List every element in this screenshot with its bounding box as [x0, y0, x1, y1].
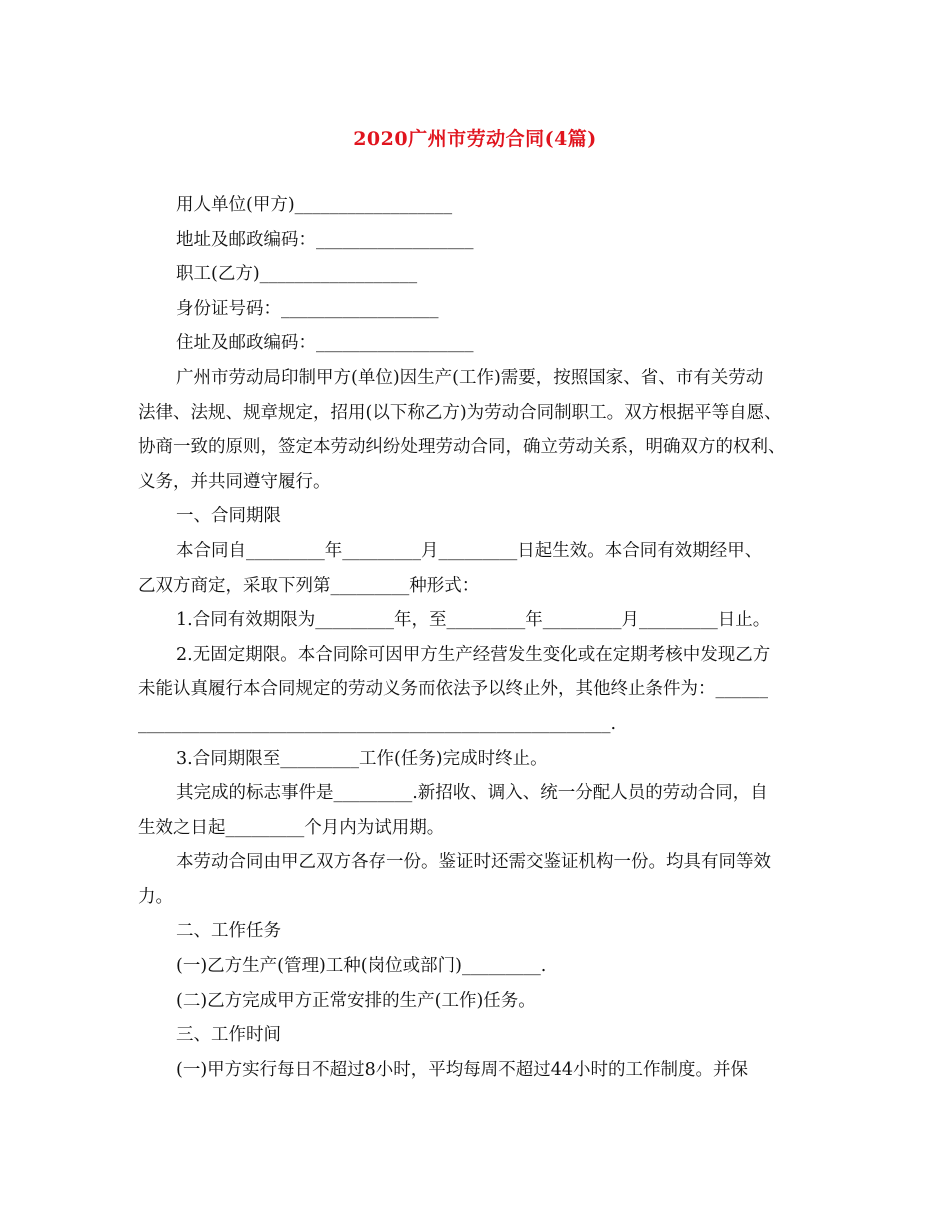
- paragraph-line: 本合同自_________年_________月_________日起生效。本合同有效期经甲、: [176, 540, 763, 561]
- party-b-address-line: 住址及邮政编码：__________________: [176, 333, 474, 354]
- party-a-address-line: 地址及邮政编码：__________________: [176, 229, 474, 250]
- paragraph-line: ______________________________________________________.: [138, 713, 617, 734]
- paragraph-line: 乙双方商定，采取下列第_________种形式：: [138, 575, 480, 596]
- list-item: 2.无固定期限。本合同除可因甲方生产经营发生变化或在定期考核中发现乙方: [176, 644, 771, 665]
- document-title: 2020广州市劳动合同(4篇): [353, 128, 597, 150]
- section-heading: 三、工作时间: [176, 1025, 281, 1046]
- id-number-line: 身份证号码：__________________: [176, 298, 439, 319]
- paragraph-line: 法律、法规、规章规定，招用(以下称乙方)为劳动合同制职工。双方根据平等自愿、: [138, 402, 782, 423]
- paragraph-line: 广州市劳动局印制甲方(单位)因生产(工作)需要，按照国家、省、市有关劳动: [176, 367, 764, 388]
- party-b-line: 职工(乙方)__________________: [176, 264, 418, 285]
- paragraph-line: 义务，并共同遵守履行。: [138, 471, 331, 492]
- list-item: (一)乙方生产(管理)工种(岗位或部门)_________.: [176, 956, 547, 977]
- paragraph-line: 其完成的标志事件是_________.新招收、调入、统一分配人员的劳动合同，自: [176, 783, 768, 804]
- document-body: [138, 188, 818, 1087]
- list-item: 1.合同有效期限为_________年，至_________年_________月_________日止。: [176, 610, 771, 631]
- paragraph-line: 未能认真履行本合同规定的劳动义务而依法予以终止外，其他终止条件为：______: [138, 679, 768, 700]
- paragraph-line: 力。: [138, 886, 173, 907]
- list-item: 3.合同期限至_________工作(任务)完成时终止。: [176, 748, 548, 769]
- section-heading: 二、工作任务: [176, 921, 281, 942]
- list-item: (一)甲方实行每日不超过8小时，平均每周不超过44小时的工作制度。并保: [176, 1059, 749, 1080]
- paragraph-line: 本劳动合同由甲乙双方各存一份。鉴证时还需交鉴证机构一份。均具有同等效: [176, 852, 771, 873]
- party-a-line: 用人单位(甲方)__________________: [176, 195, 453, 215]
- section-heading: 一、合同期限: [176, 506, 281, 527]
- list-item: (二)乙方完成甲方正常安排的生产(工作)任务。: [176, 990, 536, 1011]
- paragraph-line: 协商一致的原则，签定本劳动纠纷处理劳动合同，确立劳动关系，明确双方的权利、: [138, 437, 786, 458]
- paragraph-line: 生效之日起_________个月内为试用期。: [138, 817, 445, 838]
